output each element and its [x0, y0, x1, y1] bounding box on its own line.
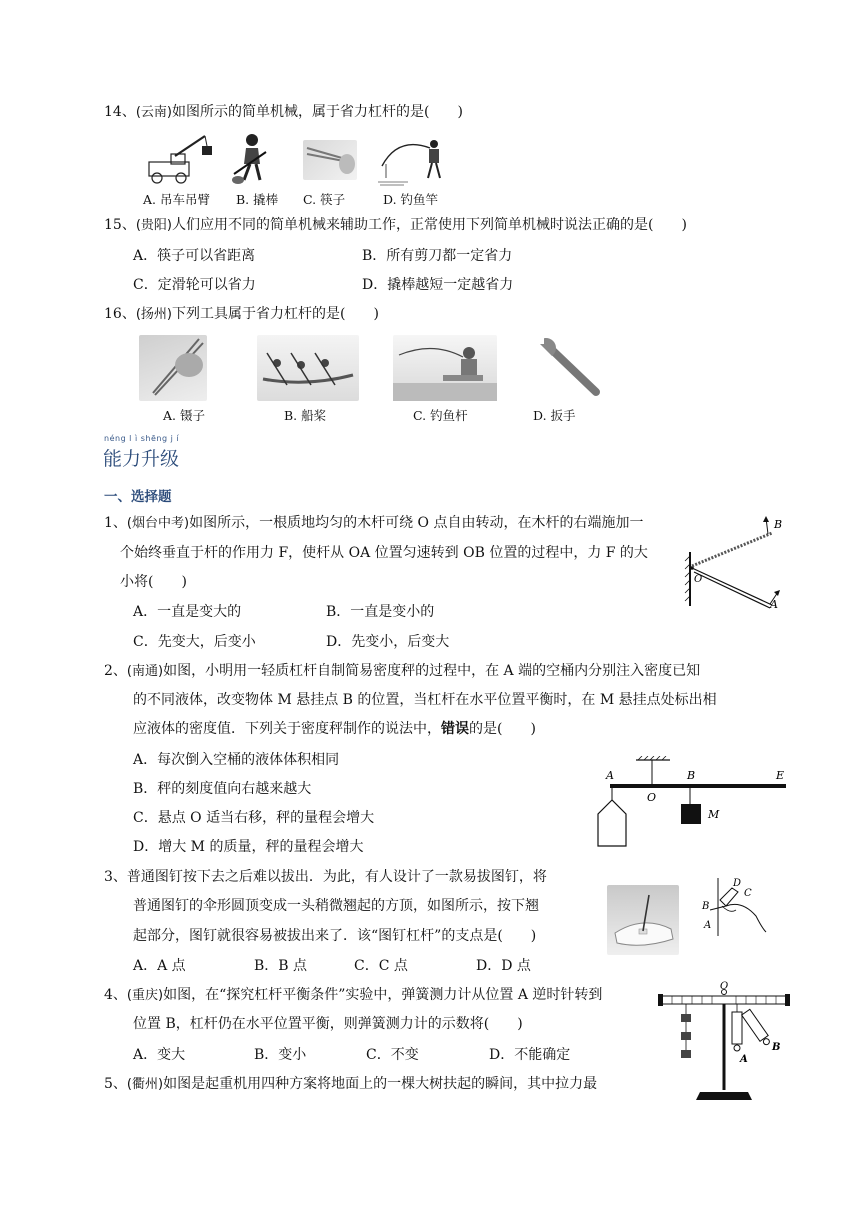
- p1-fig-label-b: B: [774, 518, 783, 531]
- p5-stem-line1: 如图是起重机用四种方案将地面上的一棵大树扶起的瞬间，其中拉力最: [163, 1076, 598, 1092]
- p2-density-scale-figure: [592, 756, 792, 850]
- p2-keyword-wrong: 错误: [441, 721, 469, 737]
- q14-caption-d: D. 钓鱼竿: [383, 192, 439, 207]
- q14-number: 14、: [104, 104, 136, 120]
- p2-option-b: B．秤的刻度值向右越来越大: [133, 781, 312, 797]
- p1-option-b: B．一直是变小的: [326, 604, 435, 620]
- p5-number: 5、: [104, 1076, 127, 1092]
- p2-fig-label-m: M: [708, 808, 720, 821]
- p2-line3c: 的是( ): [469, 721, 536, 737]
- q16-caption-d: D. 扳手: [533, 408, 576, 423]
- p3-fig-label-d: D: [733, 878, 742, 889]
- q16-caption-c: C. 钓鱼杆: [413, 408, 468, 423]
- p5-line1: [104, 1074, 597, 1095]
- p4-line1: [104, 985, 602, 1006]
- p3-stem-line1: 普通图钉按下去之后难以拔出．为此，有人设计了一款易拔图钉，将: [126, 869, 547, 885]
- q16-text: [104, 304, 379, 325]
- p1-option-c: C．先变大，后变小: [133, 634, 256, 650]
- section-subtitle: 一、选择题: [104, 489, 172, 505]
- tweezers-image: [139, 335, 207, 401]
- q14-caption-b: B. 撬棒: [236, 192, 279, 207]
- q15-option-b: B．所有剪刀都一定省力: [362, 248, 513, 264]
- fishing-rod-image: [378, 134, 448, 189]
- p2-option-c: C．悬点 O 适当右移，秤的量程会增大: [133, 810, 375, 826]
- chopsticks-image: [303, 140, 357, 180]
- p1-line2: 个始终垂直于杆的作用力 F，使杆从 OA 位置匀速转到 OB 位置的过程中，力 F 的大: [120, 545, 648, 561]
- thumbtack-photo: [607, 885, 679, 955]
- q15-source: (贵阳): [135, 218, 172, 233]
- p3-option-d: D．D 点: [476, 958, 531, 974]
- q15-text: [104, 215, 687, 236]
- p2-source: (南通): [126, 664, 164, 679]
- p1-line3: 小将( ): [120, 574, 187, 590]
- wrench-image: [532, 334, 604, 400]
- p3-line3: 起部分，图钉就很容易被拔出来了．该“图钉杠杆”的支点是( ): [133, 928, 537, 944]
- p1-source: (烟台中考): [126, 516, 190, 531]
- p1-lever-figure: [682, 512, 794, 610]
- p4-number: 4、: [104, 987, 127, 1003]
- p4-line2: 位置 B，杠杆仍在水平位置平衡，则弹簧测力计的示数将( ): [133, 1016, 523, 1032]
- p3-line2: 普通图钉的伞形圆顶变成一头稍微翘起的方顶，如图所示，按下翘: [133, 898, 539, 914]
- p1-fig-label-o: O: [694, 574, 703, 585]
- p1-option-a: A．一直是变大的: [133, 604, 242, 620]
- p4-option-c: C．不变: [366, 1047, 419, 1063]
- p2-option-d: D．增大 M 的质量，秤的量程会增大: [133, 839, 364, 855]
- p2-line2: 的不同液体，改变物体 M 悬挂点 B 的位置，当杠杆在水平位置平衡时，在 M 悬挂点处标出相: [133, 692, 717, 708]
- paddle-image: [257, 335, 359, 401]
- q15-option-d: D．撬棒越短一定越省力: [362, 277, 514, 293]
- p1-option-d: D．先变小，后变大: [326, 634, 450, 650]
- fishing-pole-image: [393, 335, 497, 401]
- q15-number: 15、: [104, 217, 136, 233]
- p1-stem-line1: 如图所示，一根质地均匀的木杆可绕 O 点自由转动，在木杆的右端施加一: [189, 515, 644, 531]
- p4-lever-experiment-figure: [656, 980, 792, 1104]
- p2-fig-label-o: O: [647, 791, 657, 804]
- p4-fig-label-o: O: [720, 981, 729, 992]
- p2-fig-label-a: A: [606, 769, 614, 782]
- p5-source: (衢州): [126, 1077, 164, 1092]
- q15-option-c: C．定滑轮可以省力: [133, 277, 256, 293]
- crane-image: [145, 132, 215, 187]
- p2-fig-label-b: B: [687, 769, 696, 782]
- p3-thumbtack-diagram: [696, 876, 768, 938]
- p4-fig-label-a: A: [740, 1054, 748, 1065]
- crowbar-image: [228, 130, 278, 190]
- q14-caption-c: C. 筷子: [303, 192, 346, 207]
- q14-caption-a: A. 吊车吊臂: [143, 192, 210, 207]
- p4-stem-line1: 如图，在“探究杠杆平衡条件”实验中，弹簧测力计从位置 A 逆时针转到: [163, 987, 603, 1003]
- p3-fig-label-c: C: [744, 888, 752, 899]
- p4-option-d: D．不能确定: [489, 1047, 571, 1063]
- q16-stem: 下列工具属于省力杠杆的是( ): [171, 306, 379, 322]
- p1-fig-label-a: A: [770, 598, 778, 610]
- p3-option-b: B．B 点: [254, 958, 308, 974]
- p1-line1: [104, 513, 643, 534]
- q14-stem: 如图所示的简单机械，属于省力杠杆的是( ): [171, 104, 463, 120]
- q14-text: [104, 102, 463, 123]
- p2-line3a: 应液体的密度值．下列关于密度秤制作的说法中，: [133, 721, 441, 737]
- p4-option-a: A．变大: [133, 1047, 186, 1063]
- p3-option-a: A．A 点: [133, 958, 186, 974]
- p2-number: 2、: [104, 663, 127, 679]
- q15-option-a: A．筷子可以省距离: [133, 248, 256, 264]
- p4-source: (重庆): [126, 988, 164, 1003]
- p2-stem-line1: 如图，小明用一轻质杠杆自制简易密度秤的过程中，在 A 端的空桶内分别注入密度已知: [163, 663, 701, 679]
- p4-option-b: B．变小: [254, 1047, 307, 1063]
- q16-number: 16、: [104, 306, 136, 322]
- p3-fig-label-a: A: [704, 920, 712, 931]
- p4-fig-label-b: B: [772, 1042, 781, 1053]
- p2-line1: [104, 661, 700, 682]
- p3-line1: [104, 867, 547, 887]
- p3-fig-label-b: B: [702, 901, 710, 912]
- q16-caption-b: B. 船桨: [284, 408, 327, 423]
- q16-caption-a: A. 镊子: [163, 408, 205, 423]
- q16-source: (扬州): [135, 307, 172, 322]
- p2-line3: [133, 719, 536, 739]
- q14-source: (云南): [135, 105, 172, 120]
- p2-fig-label-e: E: [776, 769, 785, 782]
- q15-stem: 人们应用不同的简单机械来辅助工作，正常使用下列简单机械时说法正确的是( ): [171, 217, 687, 233]
- p1-number: 1、: [104, 515, 127, 531]
- section-title: 能力升级: [103, 448, 180, 470]
- p3-option-c: C．C 点: [354, 958, 408, 974]
- p2-option-a: A．每次倒入空桶的液体体积相同: [133, 752, 340, 768]
- section-pinyin: néng l ì shēng j í: [104, 434, 180, 443]
- p3-number: 3、: [104, 869, 127, 885]
